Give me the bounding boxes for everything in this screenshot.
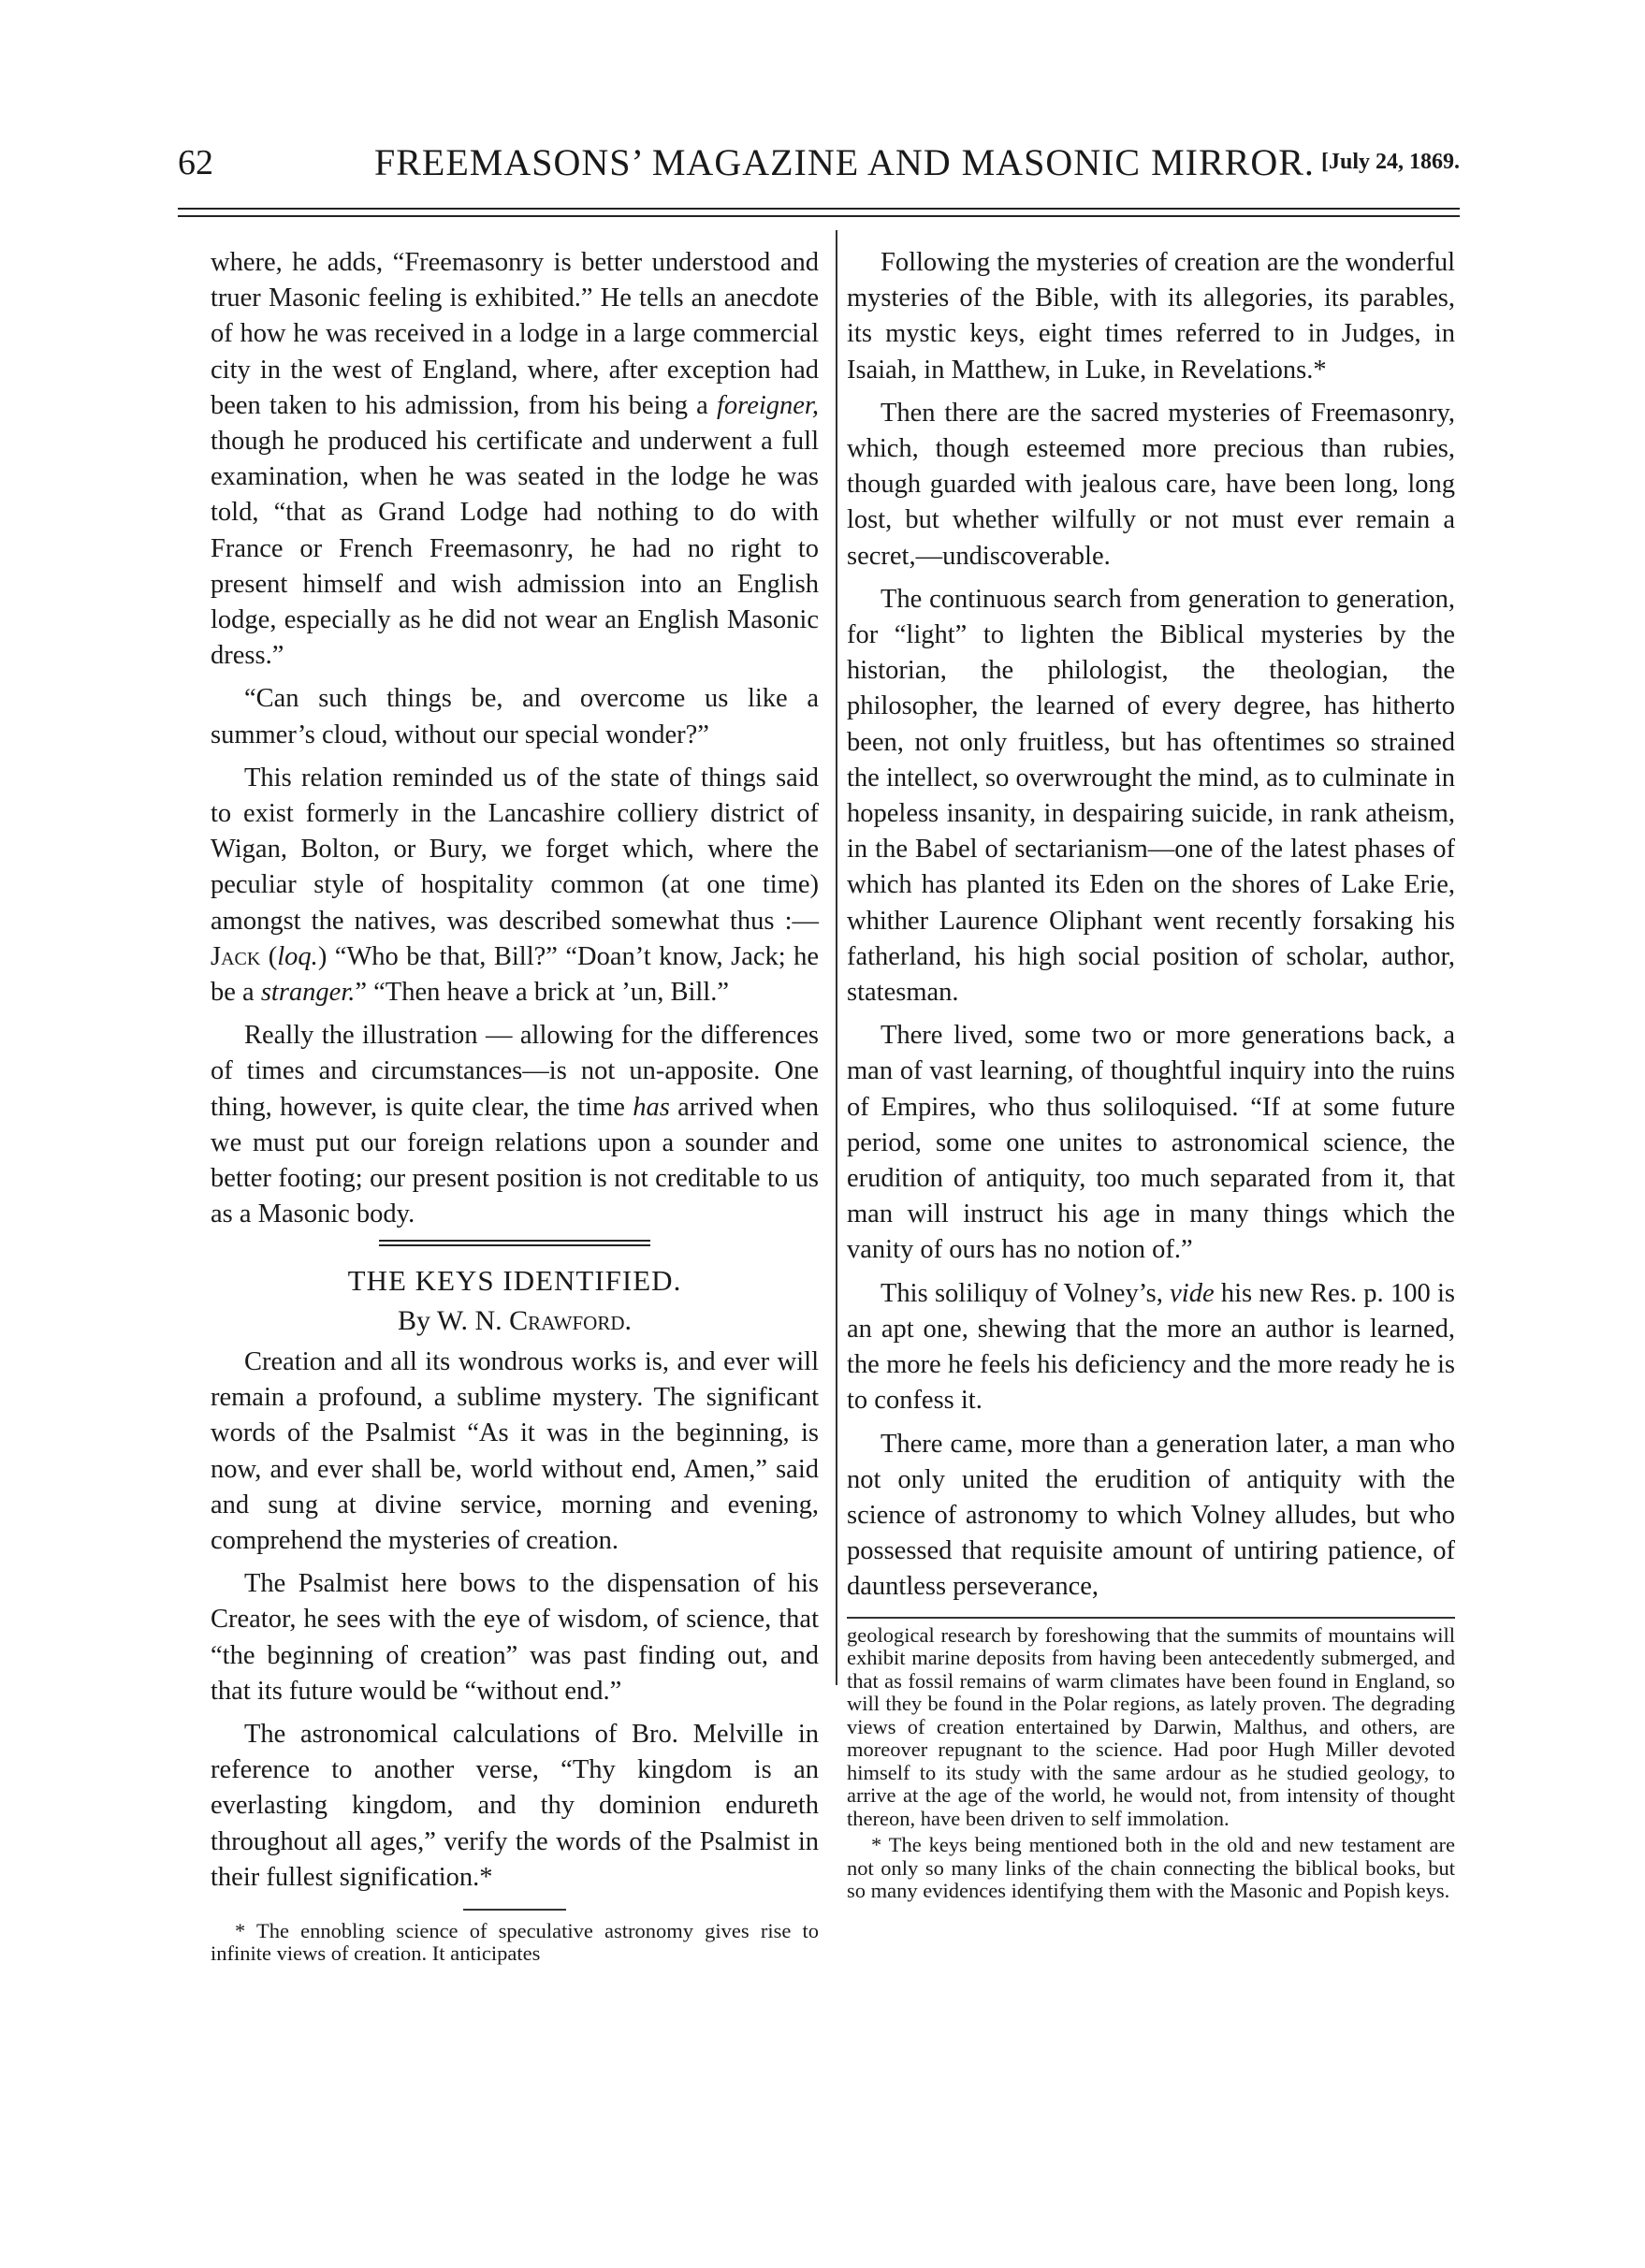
left-paragraph-3: This relation reminded us of the state of things said to exist formerly in the Lancashire colliery district of Wigan, Bolton, or Bury, we forget which, where the peculiar style of hospitality common (at one time) amongst the natives, was described somewhat thus :—Jack (loq.) “Who be that, Bill?” “Doan’t know, Jack; he be a stranger.” “Then heave a brick at ’un, Bill.” — [211, 763, 819, 1008]
left-paragraph-1: where, he adds, “Freemasonry is better understood and truer Masonic feeling is exhibited.” He tells an anecdote of how he was received in a lodge in a large commercial city in the west of England, where, after exception had been taken to his admission, from his being a foreigner, though he produced his certificate and underwent a full examination, when he was seated in the lodge he was told, “that as Grand Lodge had nothing to do with France or French Freemasonry, he had no right to present himself and wish admission into an English lodge, especially as he did not wear an English Masonic dress.” — [211, 248, 819, 671]
header-rule-top — [178, 208, 1460, 210]
left-paragraph-4: Really the illustration — allowing for the differences of times and circumstances—is not un-apposite. One thing, however, is quite clear, the time has arrived when we must put our foreign relations upon a sounder and better footing; our present position is not creditable to us as a Masonic body. — [211, 1021, 819, 1229]
left-footnote — [211, 1920, 819, 1966]
left-column — [211, 245, 819, 1970]
right-paragraph-3: The continuous search from generation to generation, for “light” to lighten the Biblical mysteries by the historian, the philologist, the theologian, the philosopher, the learned of every degree, has hitherto been, not only fruitless, but has oftentimes so strained the intellect, so overwrought the mind, as to culminate in hopeless insanity, in despairing suicide, in rank atheism, in the Babel of sectarianism—one of the latest phases of which has planted its Eden on the shores of Lake Erie, whither Laurence Oliphant went recently forsaking his fatherland, his high social position of scholar, author, statesman. — [847, 584, 1455, 1008]
title-rule-bottom — [379, 1244, 650, 1246]
right-footnotes — [847, 1624, 1455, 1903]
right-paragraph-6: There came, more than a generation later, a man who not only united the erudition of antiquity with the science of astronomy to which Volney alludes, but who possessed that requisite amount of untiring patience, of dauntless perseverance, — [847, 1429, 1455, 1602]
right-paragraph-4: There lived, some two or more generations back, a man of vast learning, of thoughtful inquiry into the ruins of Empires, who thus soliloquised. “If at some future period, some one unites to astronomical science, the erudition of antiquity, too much separated from it, that man will instruct his age in many things which the vanity of ours has no notion of.” — [847, 1021, 1455, 1265]
footnote-continued: geological research by foreshowing that the summits of mountains will exhibit marine deposits from having been antecedently submerged, and that as fossil remains of warm climates have been found in England, so will they be found in the Polar regions, as lately proven. The degrading views of creation entertained by Darwin, Malthus, and others, are moreover repugnant to the science. Had poor Hugh Miller devoted himself to its study with the same ardour as he studied geology, to arrive at the age of the world, he would not, from intensity of thought thereon, have been driven to self immolation. — [847, 1622, 1455, 1830]
footnote-rule-right — [847, 1617, 1455, 1619]
footnote-keys: * The keys being mentioned both in the old and new testament are not only so many links of the chain connecting the biblical books, but so many evidences identifying them with the Masonic and Popish keys. — [847, 1833, 1455, 1903]
footnote-text: * The ennobling science of speculative astronomy gives rise to infinite views of creation. It anticipates — [211, 1918, 819, 1966]
issue-date: [July 24, 1869. — [1320, 150, 1460, 174]
footnote-rule — [463, 1909, 566, 1911]
right-paragraph-1: Following the mysteries of creation are the wonderful mysteries of the Bible, with its allegories, its parables, its mystic keys, eight times referred to in Judges, in Isaiah, in Matthew, in Luke, in Revelations.* — [847, 248, 1455, 385]
right-paragraph-5: This soliliquy of Volney’s, vide his new Res. p. 100 is an apt one, shewing that the more an author is learned, the more he feels his deficiency and the more ready he is to confess it. — [847, 1278, 1455, 1416]
left-paragraph-5: Creation and all its wondrous works is, and ever will remain a profound, a sublime mystery. The significant words of the Psalmist “As it was in the beginning, is now, and ever shall be, world without end, Amen,” said and sung at divine service, morning and evening, comprehend the mysteries of creation. — [211, 1346, 819, 1555]
column-divider — [836, 230, 837, 1685]
page-number: 62 — [178, 143, 213, 182]
header-rule-bottom — [178, 215, 1460, 217]
right-paragraph-2: Then there are the sacred mysteries of Freemasonry, which, though esteemed more precious than rubies, though guarded with jealous care, have been long, long lost, but whether wilfully or not must ever remain a secret,—undiscoverable. — [847, 398, 1455, 571]
title-rule-top — [379, 1240, 650, 1242]
left-paragraph-7: The astronomical calculations of Bro. Melville in reference to another verse, “Thy kingdom is an everlasting kingdom, and thy dominion endureth throughout all ages,” verify the words of the Psalmist in their fullest signification.* — [211, 1719, 819, 1892]
page-header — [178, 140, 1460, 187]
byline: By W. N. Crawford. — [397, 1304, 633, 1336]
article-title: THE KEYS IDENTIFIED. — [347, 1264, 682, 1298]
magazine-title: FREEMASONS’ MAGAZINE AND MASONIC MIRROR. — [374, 141, 1315, 183]
left-paragraph-2: “Can such things be, and overcome us like a summer’s cloud, without our special wonder?” — [211, 684, 819, 749]
right-column — [847, 245, 1455, 1907]
left-paragraph-6: The Psalmist here bows to the dispensation of his Creator, he sees with the eye of wisdom, of science, that “the beginning of creation” was past finding out, and that its future would be “without end.” — [211, 1569, 819, 1706]
